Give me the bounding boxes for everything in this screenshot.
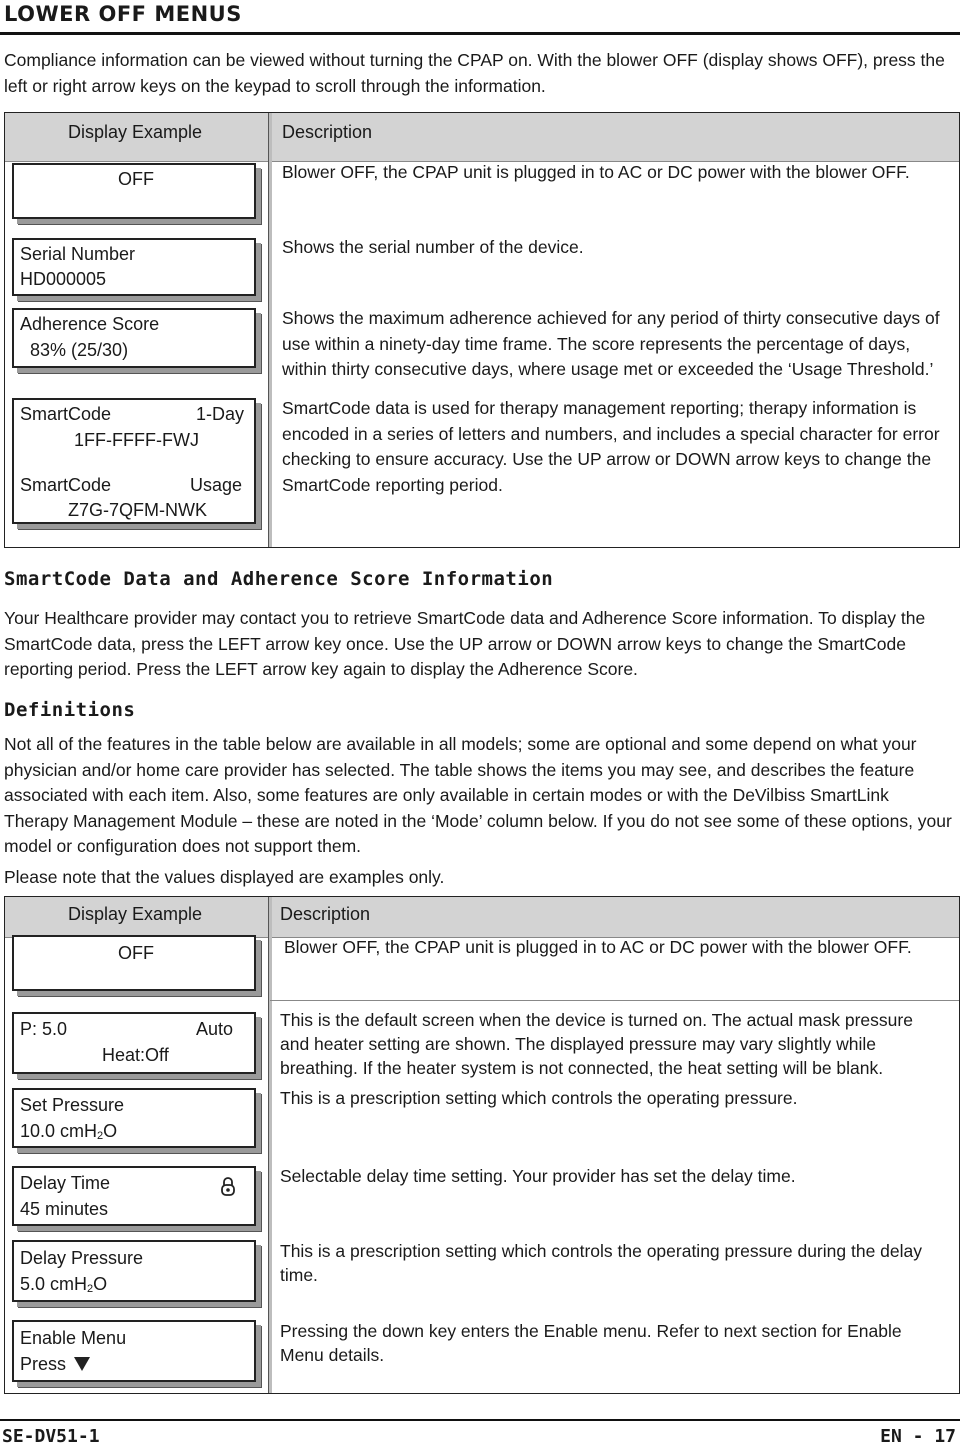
description-line: SmartCode reporting period. [282, 474, 503, 495]
lcd-line: 1FF-FFFF-FWJ [74, 430, 199, 450]
lcd-display-delay-time [12, 1166, 256, 1226]
lcd-line: 1-Day [196, 404, 245, 424]
paragraph-line: physician and/or home care provider has selected. The table shows the items you may see, and describes the feature [4, 759, 915, 780]
row-description [280, 1008, 913, 1080]
row-description [280, 1239, 922, 1287]
row-description [280, 1086, 797, 1112]
lcd-line: Adherence Score [20, 314, 160, 334]
lcd-line: 83% (25/30) [30, 340, 129, 360]
row-description [282, 160, 910, 186]
row-description [282, 306, 940, 383]
description-line: This is the default screen when the device is turned on. The actual mask pressure [280, 1010, 913, 1030]
down-triangle-icon [74, 1357, 90, 1371]
paragraph-line: Not all of the features in the table below are available in all models; some are optional and some depend on what your [4, 734, 917, 754]
lcd-display-pressure-heat [12, 1012, 256, 1074]
subscript: 2 [87, 1283, 94, 1295]
row-description [280, 1164, 796, 1190]
row-description [280, 1319, 902, 1367]
footer-page-number: EN - 17 [880, 1426, 956, 1447]
description-line: encoded in a series of letters and numbers, and includes a special character for error [282, 423, 940, 444]
description-line: Shows the maximum adherence achieved for any period of thirty consecutive days of [282, 308, 940, 328]
lcd-display-set-pressure [12, 1088, 256, 1148]
lcd-display-off [12, 163, 256, 219]
lcd-display-off [12, 935, 256, 991]
lcd-line: Set Pressure [20, 1095, 125, 1115]
table-2-col-display: Display Example [68, 904, 203, 924]
row-description [282, 235, 584, 261]
pressure-unit-suffix: O [93, 1274, 108, 1294]
description-line: and heater setting are shown. The displayed pressure may vary slightly while [280, 1034, 876, 1054]
description-line: This is a prescription setting which controls the operating pressure. [280, 1088, 798, 1108]
paragraph-line: Therapy Management Module – these are noted in the ‘Mode’ column below. If you do not see some of these options, your [4, 810, 952, 831]
lcd-display-serial [12, 238, 256, 296]
paragraph-line: Your Healthcare provider may contact you to retrieve SmartCode data and Adherence Score information. To display the [4, 608, 926, 628]
pressure-unit-suffix: O [103, 1121, 118, 1141]
table-2-col-description: Description [280, 904, 371, 924]
description-line: This is a prescription setting which controls the operating pressure during the delay [280, 1241, 923, 1261]
lcd-line: HD000005 [20, 269, 107, 289]
description-line: Shows the serial number of the device. [282, 237, 584, 257]
footer-doc-code: SE-DV51-1 [2, 1426, 100, 1447]
table-1-divider [268, 113, 272, 547]
description-line: Menu details. [280, 1345, 385, 1365]
definitions-note: Please note that the values displayed are examples only. [4, 867, 445, 887]
lcd-display-adherence [12, 308, 256, 368]
lcd-line: P: 5.0 [20, 1019, 68, 1039]
description-line: Blower OFF, the CPAP unit is plugged in to AC or DC power with the blower OFF. [282, 162, 910, 182]
paragraph-line: SmartCode data, press the LEFT arrow key once. Use the UP arrow or DOWN arrow keys to change the SmartCode [4, 633, 906, 654]
description-line: use within a ninety-day time frame. The score represents the percentage of days, [282, 333, 911, 354]
lcd-line: Delay Time [20, 1173, 111, 1193]
paragraph-line: model or configuration does not support them. [4, 836, 362, 856]
section-heading-smartcode: SmartCode Data and Adherence Score Information [4, 568, 554, 590]
lcd-line: SmartCode [20, 404, 112, 424]
intro-line: Compliance information can be viewed without turning the CPAP on. With the blower OFF (display shows OFF), press the [4, 50, 945, 70]
lcd-line: Heat:Off [102, 1045, 169, 1065]
description-line: checking to ensure accuracy. Use the UP arrow or DOWN arrow keys to change the [282, 449, 932, 469]
lcd-line: Z7G-7QFM-NWK [68, 500, 207, 520]
description-line: within thirty consecutive days, where usage met or exceeded the ‘Usage Threshold.’ [282, 359, 934, 379]
lcd-line: Delay Pressure [20, 1248, 144, 1268]
lcd-line: Serial Number [20, 244, 136, 264]
intro-line: left or right arrow keys on the keypad to scroll through the information. [4, 75, 546, 96]
section-heading-definitions: Definitions [4, 699, 136, 721]
lcd-line [20, 1119, 117, 1149]
page-title: LOWER OFF MENUS [4, 2, 242, 26]
lcd-line [20, 1272, 107, 1302]
lock-icon [220, 1176, 236, 1196]
row-description [284, 935, 912, 961]
description-line: Blower OFF, the CPAP unit is plugged in to AC or DC power with the blower OFF. [284, 937, 912, 957]
intro-paragraph [4, 48, 956, 99]
lcd-display-enable-menu [12, 1320, 256, 1382]
subscript: 2 [97, 1130, 104, 1142]
row-separator [270, 1000, 959, 1001]
pressure-value: 10.0 cmH [20, 1121, 98, 1141]
lcd-line: Press [20, 1354, 67, 1374]
table-1-col-display: Display Example [68, 122, 203, 142]
lcd-line: 45 minutes [20, 1199, 109, 1219]
lcd-line: Auto [196, 1019, 234, 1039]
lcd-display-smartcode [12, 398, 256, 524]
pressure-value: 5.0 cmH [20, 1274, 88, 1294]
footer-rule [0, 1419, 960, 1421]
description-line: time. [280, 1265, 318, 1285]
table-1-col-description: Description [282, 122, 373, 142]
table-2-divider [268, 897, 272, 1393]
title-rule [0, 32, 960, 35]
description-line: breathing. If the heater system is not connected, the heat setting will be blank. [280, 1058, 884, 1078]
lcd-line: OFF [118, 943, 154, 963]
definitions-paragraph [4, 732, 956, 860]
lcd-line: OFF [118, 169, 154, 189]
smartcode-paragraph [4, 606, 956, 683]
description-line: Pressing the down key enters the Enable menu. Refer to next section for Enable [280, 1321, 902, 1341]
paragraph-line: associated with each item. Also, some features are only available in certain modes or with the DeVilbiss SmartLink [4, 785, 889, 805]
lcd-display-delay-pressure [12, 1240, 256, 1302]
description-line: SmartCode data is used for therapy management reporting; therapy information is [282, 398, 917, 418]
lcd-line: Enable Menu [20, 1328, 127, 1348]
description-line: Selectable delay time setting. Your provider has set the delay time. [280, 1166, 796, 1186]
paragraph-line: reporting period. Press the LEFT arrow key again to display the Adherence Score. [4, 659, 638, 679]
row-description [282, 396, 940, 498]
lcd-line: Usage [190, 475, 243, 495]
lcd-line: SmartCode [20, 475, 112, 495]
